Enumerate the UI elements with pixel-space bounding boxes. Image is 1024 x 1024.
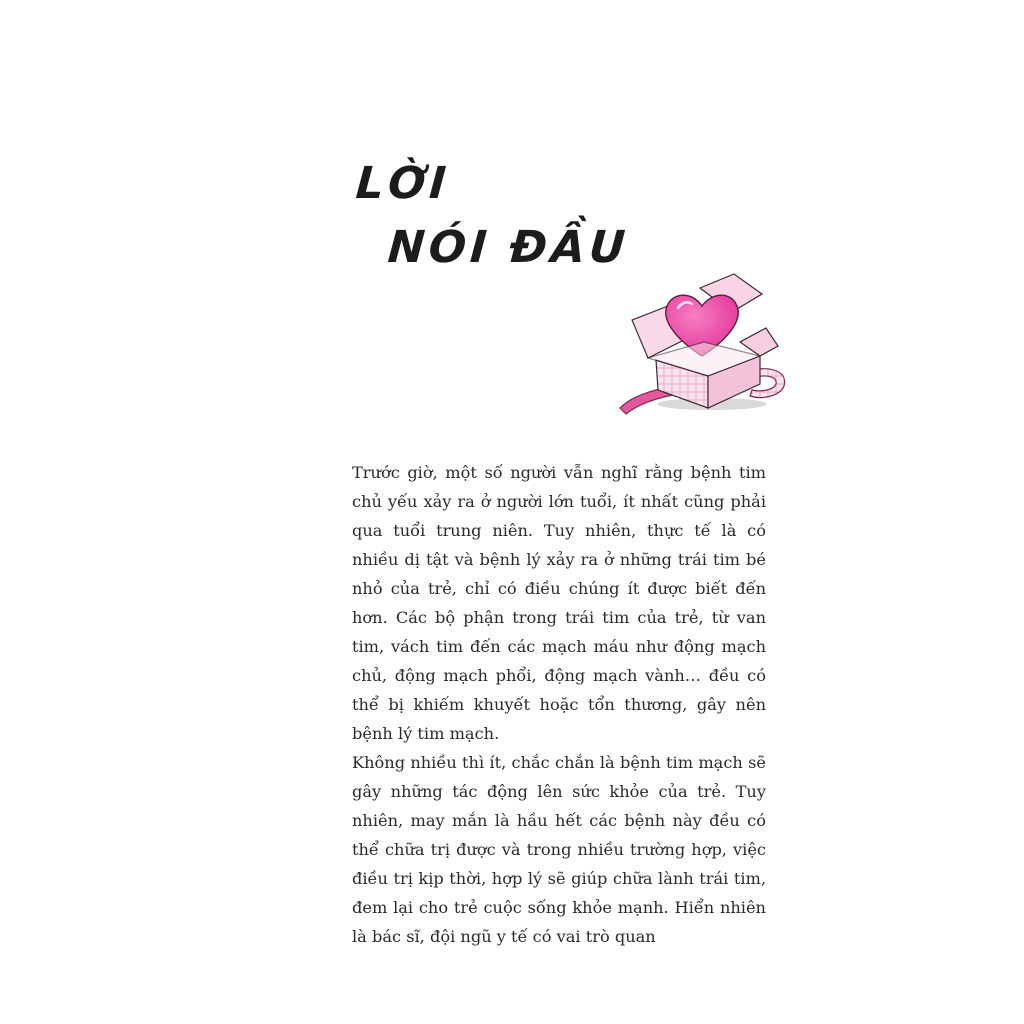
page-title-line-1: LỜI	[354, 158, 452, 209]
heart-gift-box-icon	[612, 268, 792, 423]
paragraph-1: Trước giờ, một số người vẫn nghĩ rằng bệnh tim chủ yếu xảy ra ở người lớn tuổi, ít nhất cũng phải qua tuổi trung niên. Tuy nhiên, thực tế là có nhiều dị tật và bệnh lý xảy ra ở những trái tim bé nhỏ của trẻ, chỉ có điều chúng ít được biết đến hơn. Các bộ phận trong trái tim của trẻ, từ van tim, vách tim đến các mạch máu như động mạch chủ, động mạch phổi, động mạch vành… đều có thể bị khiếm khuyết hoặc tổn thương, gây nên bệnh lý tim mạch.	[352, 463, 766, 743]
intro-body-text	[352, 458, 766, 951]
paragraph-2: Không nhiều thì ít, chắc chắn là bệnh tim mạch sẽ gây những tác động lên sức khỏe của trẻ. Tuy nhiên, may mắn là hầu hết các bệnh này đều có thể chữa trị được và trong nhiều trường hợp, việc điều trị kịp thời, hợp lý sẽ giúp chữa lành trái tim, đem lại cho trẻ cuộc sống khỏe mạnh. Hiển nhiên là bác sĩ, đội ngũ y tế có vai trò quan	[352, 753, 766, 946]
page-title-line-2: NÓI ĐẦU	[386, 222, 631, 273]
